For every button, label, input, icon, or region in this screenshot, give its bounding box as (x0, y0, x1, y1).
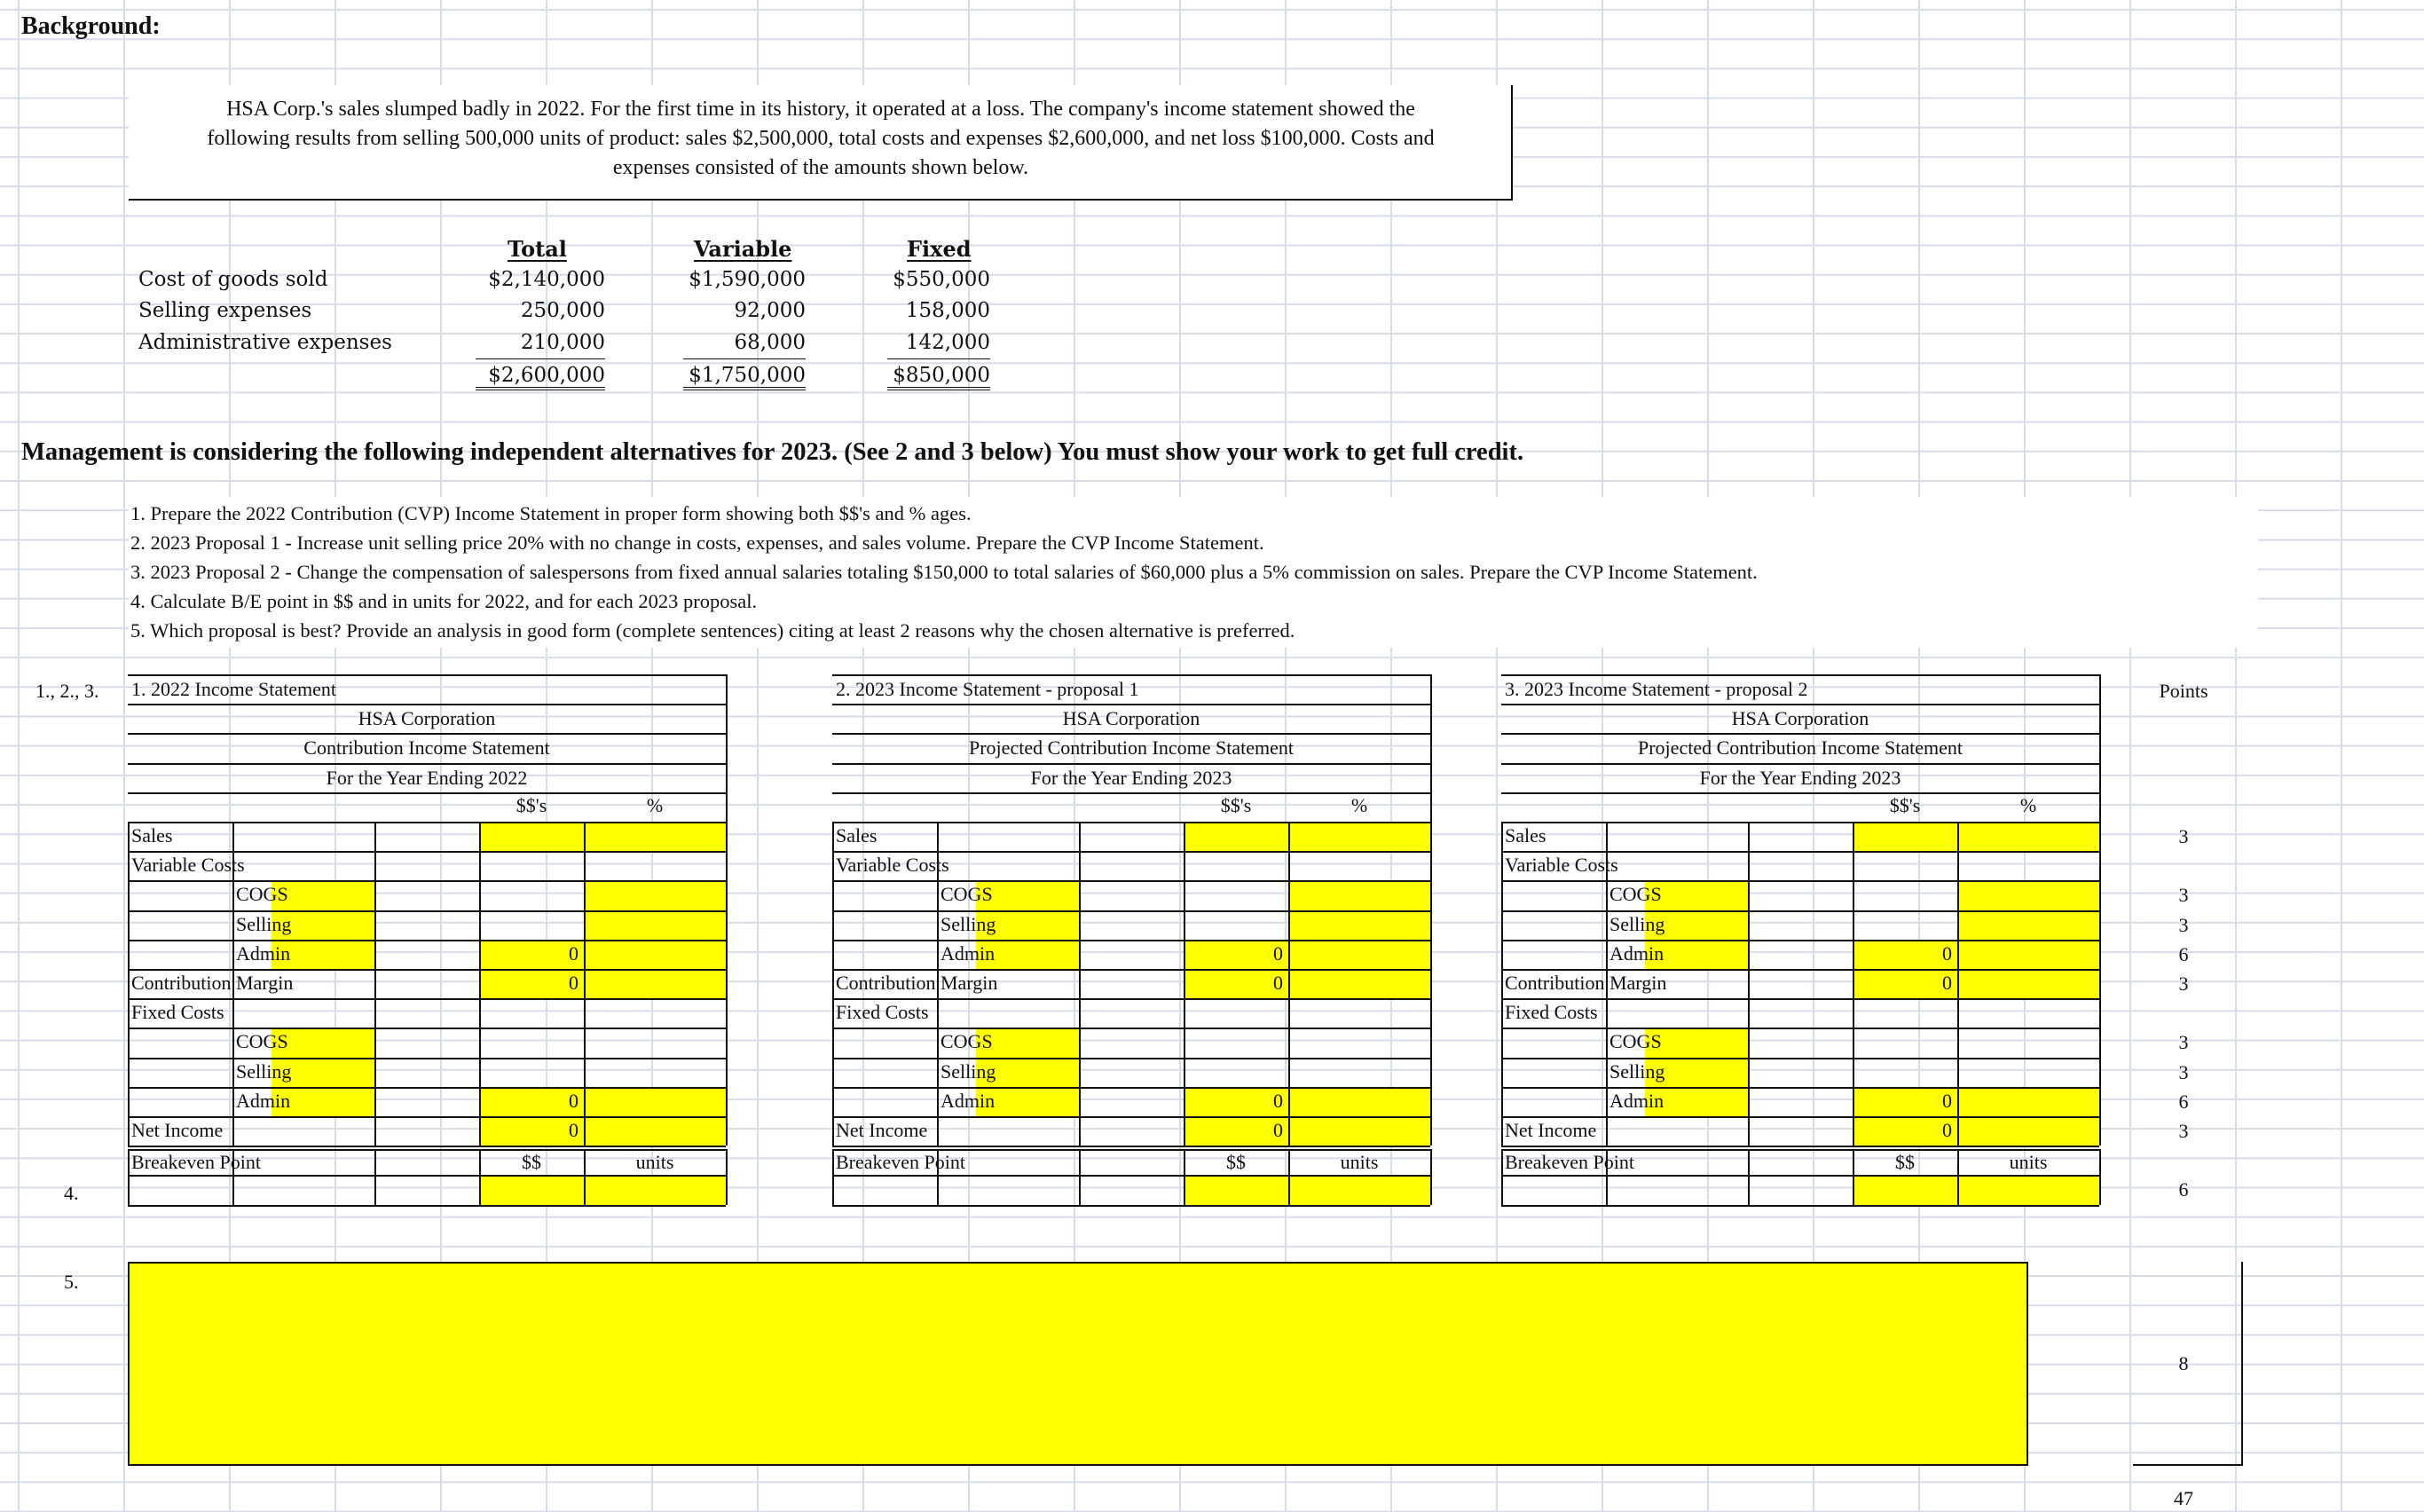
statement-1-rule (128, 792, 726, 794)
intro-line-3: expenses consisted of the amounts shown below. (612, 156, 1029, 179)
statement-2-be-units[interactable] (1290, 1177, 1430, 1204)
statement-1-rule (128, 763, 726, 765)
statement-1-rule (128, 1149, 130, 1204)
statement-3-var-admin-pct[interactable] (1959, 941, 2099, 969)
statement-1-rule (232, 822, 234, 1146)
statement-2-sales-dollars[interactable] (1185, 823, 1288, 851)
statement-3-rule (1853, 822, 1854, 1146)
statement-2-rule (832, 851, 1430, 853)
statement-2-rule (1288, 1149, 1290, 1204)
statement-1-rule (128, 1028, 726, 1029)
statement-1-var-total-value: 0 (569, 941, 578, 965)
intro-line-1: HSA Corp.'s sales slumped badly in 2022. For the first time in its history, it operated at a loss. The company's income statement showed the (226, 98, 1415, 121)
statement-3-rule (1501, 733, 2099, 735)
cost-header-variable: Variable (694, 236, 792, 262)
statement-2-rule (832, 1116, 1430, 1118)
cost-total-fixed: $850,000 (887, 364, 990, 390)
statement-1-rule (128, 998, 726, 1000)
statement-2-rule (832, 674, 1430, 676)
statement-2-rule (832, 998, 1430, 1000)
statement-3-rule (1501, 792, 2099, 794)
statement-3-rule (1501, 1058, 2099, 1059)
instruction-3: 3. 2023 Proposal 2 - Change the compensation of salespersons from fixed annual salaries totaling $150,000 to total salaries of $60,000 plus a 5% commission on sales. Prepare the CVP Income Statement. (130, 561, 1758, 583)
statement-3-be-units-label: units (2009, 1151, 2048, 1174)
statement-2-rule (1079, 822, 1081, 1146)
statement-2-rule (1430, 1149, 1432, 1204)
statement-3-sales-label: Sales (1505, 824, 1546, 847)
statement-1-rule (584, 1149, 586, 1204)
statement-1-rule (128, 1205, 726, 1207)
statement-2-be-label: Breakeven Point (836, 1151, 966, 1174)
cost-total-total: $2,600,000 (476, 364, 605, 390)
statement-2-var-admin-label: Admin (940, 941, 996, 965)
statement-3-title: 3. 2023 Income Statement - proposal 2 (1505, 678, 1808, 700)
statement-1-ni-label: Net Income (131, 1119, 224, 1141)
statement-3-rule (1501, 1146, 2099, 1147)
statement-1-ni-value: 0 (569, 1119, 578, 1141)
statement-1-rule (584, 822, 586, 1146)
statement-1-rule (128, 969, 726, 971)
statement-1-rule (128, 910, 726, 912)
statement-3-var-cogs-pct[interactable] (1959, 882, 2099, 910)
statement-3-fixed-admin-label: Admin (1609, 1089, 1665, 1112)
statement-3-rule (1501, 822, 1503, 1146)
statement-1-be-dollars-label: $$ (522, 1151, 541, 1174)
statement-3-rule (1501, 880, 2099, 882)
statement-1-var-cogs-label: COGS (236, 883, 288, 906)
statement-1-fixed-admin-label: Admin (236, 1089, 291, 1112)
points-value: 3 (2178, 825, 2189, 847)
statement-1-rule (479, 1149, 481, 1204)
statement-2-col-dollars: $$'s (1220, 793, 1252, 816)
statement-3-ni-label: Net Income (1505, 1119, 1597, 1141)
statement-3-var-selling-label: Selling (1609, 912, 1665, 935)
statement-1-rule (128, 1175, 726, 1177)
statement-1-rule (374, 822, 376, 1146)
statement-1-fixed-pct[interactable] (586, 1089, 726, 1116)
statement-1-company: HSA Corporation (358, 707, 496, 730)
statement-1-rule (128, 851, 726, 853)
statement-1-rule (128, 1058, 726, 1059)
statement-2-var-selling-label: Selling (940, 912, 996, 935)
intro-box (129, 85, 1513, 201)
instruction-5: 5. Which proposal is best? Provide an analysis in good form (complete sentences) citing at least 2 reasons why the chosen alternative is preferred. (130, 619, 1295, 642)
statement-2-sales-label: Sales (836, 824, 878, 847)
points-value: 3 (2178, 1060, 2189, 1083)
cost-row-admin-fixed: 142,000 (905, 331, 990, 354)
statement-1-col-pct: % (646, 793, 664, 816)
statement-2-rule (1184, 1149, 1185, 1204)
statement-3-rule (1748, 822, 1750, 1146)
statement-3-rule (1501, 763, 2099, 765)
statement-1-fixed-costs-label: Fixed Costs (131, 1001, 224, 1024)
statement-3-company: HSA Corporation (1731, 707, 1869, 730)
statement-2-rule (832, 1087, 1430, 1089)
cost-row-admin-total: 210,000 (520, 331, 605, 354)
statement-1-var-admin-label: Admin (236, 941, 291, 965)
statement-3-be-units[interactable] (1959, 1177, 2099, 1204)
statement-3-var-cogs-label: COGS (1609, 883, 1662, 906)
statement-3-ni-value: 0 (1942, 1119, 1952, 1141)
statement-3-fixed-cogs-label: COGS (1609, 1030, 1662, 1053)
cost-row-selling-fixed: 158,000 (905, 299, 990, 322)
statement-2-rule (832, 1175, 1430, 1177)
statement-3-be-dollars-label: $$ (1895, 1151, 1915, 1174)
management-heading: Management is considering the following independent alternatives for 2023. (See 2 and 3 below) You must show your work to get full credit. (21, 438, 1524, 466)
points-value: 8 (2178, 1352, 2189, 1374)
statement-1-rule (128, 704, 726, 705)
statement-1-rule (479, 822, 481, 1146)
statement-2-be-dollars[interactable] (1185, 1177, 1288, 1204)
statement-1-rule (726, 674, 728, 822)
instruction-4: 4. Calculate B/E point in $$ and in units for 2022, and for each 2023 proposal. (130, 590, 758, 612)
instruction-1: 1. Prepare the 2022 Contribution (CVP) Income Statement in proper form showing both $$'s and % ages. (130, 502, 972, 524)
statement-2-rule (1430, 822, 1432, 1146)
statement-3-rule (1853, 1149, 1854, 1204)
statement-1-sales-pct[interactable] (586, 823, 726, 851)
statement-3-rule (1957, 1149, 1959, 1204)
statement-3-sales-pct[interactable] (1959, 823, 2099, 851)
statement-2-ni-pct[interactable] (1290, 1118, 1430, 1146)
statement-3-var-selling-pct[interactable] (1959, 912, 2099, 940)
points-answer-outline (2133, 1262, 2243, 1466)
statement-1-rule (128, 1149, 726, 1151)
instructions (129, 497, 2258, 648)
statement-3-rule (1501, 940, 2099, 941)
statement-2-period: For the Year Ending 2023 (1030, 766, 1232, 789)
points-value: 6 (2178, 942, 2189, 965)
statement-2-var-total-value: 0 (1273, 941, 1283, 965)
statement-3-rule (1501, 998, 2099, 1000)
statement-1-rule (128, 1087, 726, 1089)
instruction-2: 2. 2023 Proposal 1 - Increase unit selling price 20% with no change in costs, expenses, and sales volume. Prepare the CVP Income Statement. (130, 532, 1264, 554)
statement-3-variable-costs-label: Variable Costs (1505, 854, 1618, 877)
label-section-5: 5. (64, 1271, 79, 1293)
statement-1-variable-costs-label: Variable Costs (131, 854, 245, 877)
points-value: 6 (2178, 1090, 2189, 1113)
statement-2-rule (832, 792, 1430, 794)
statement-1-title: 1. 2022 Income Statement (131, 678, 336, 700)
statement-2-rule (937, 822, 939, 1146)
statement-3-rule (1606, 822, 1608, 1146)
points-value: 6 (2178, 1178, 2189, 1201)
cost-header-total: Total (508, 236, 567, 262)
statement-3-be-dollars[interactable] (1854, 1177, 1957, 1204)
statement-1-rule (726, 822, 728, 1146)
statement-1-ni-pct[interactable] (586, 1118, 726, 1146)
statement-1-rule (726, 1149, 728, 1204)
cost-header-fixed: Fixed (907, 236, 972, 262)
statement-3-rule (1501, 1175, 2099, 1177)
statement-2-rule (832, 880, 1430, 882)
statement-2-name: Projected Contribution Income Statement (969, 736, 1294, 760)
statement-2-rule (832, 1149, 1430, 1151)
statement-3-fixed-total-value: 0 (1942, 1089, 1952, 1112)
statement-2-rule (1288, 822, 1290, 1146)
cost-row-cogs-fixed: $550,000 (893, 268, 990, 291)
statement-3-ni-pct[interactable] (1959, 1118, 2099, 1146)
statement-3-cm-pct[interactable] (1959, 971, 2099, 998)
statement-1-cm-label: Contribution Margin (131, 972, 294, 994)
label-section-123: 1., 2., 3. (35, 680, 99, 702)
statement-2-ni-label: Net Income (836, 1119, 928, 1141)
points-value: 3 (2178, 884, 2189, 907)
statement-1-var-selling-label: Selling (236, 912, 292, 935)
statement-2-fixed-costs-label: Fixed Costs (836, 1001, 929, 1024)
points-total: 47 (2174, 1487, 2193, 1509)
statement-1-sales-label: Sales (131, 824, 173, 847)
statement-2-cm-pct[interactable] (1290, 971, 1430, 998)
statement-2-rule (832, 1149, 834, 1204)
statement-2-fixed-total-value: 0 (1273, 1089, 1283, 1112)
cost-row-selling-variable: 92,000 (734, 299, 806, 322)
statement-3-rule (1501, 1149, 2099, 1151)
statement-3-col-dollars: $$'s (1889, 793, 1921, 816)
statement-2-rule (832, 910, 1430, 912)
statement-3-rule (1501, 1087, 2099, 1089)
statement-1-rule (232, 1149, 234, 1204)
statement-1-var-cogs-pct[interactable] (586, 882, 726, 910)
statement-1-rule (374, 1149, 376, 1204)
statement-3-cm-label: Contribution Margin (1505, 972, 1667, 994)
cost-row-cogs-variable: $1,590,000 (689, 268, 806, 291)
statement-2-cm-label: Contribution Margin (836, 972, 998, 994)
statement-1-col-dollars: $$'s (515, 793, 547, 816)
statement-1-rule (128, 674, 726, 676)
statement-1-rule (128, 1116, 726, 1118)
points-value: 3 (2178, 1120, 2189, 1142)
statement-1-rule (128, 733, 726, 735)
statement-2-rule (832, 763, 1430, 765)
cost-total-variable: $1,750,000 (683, 364, 806, 390)
statement-2-sales-pct[interactable] (1290, 823, 1430, 851)
statement-1-fixed-selling-label: Selling (236, 1059, 292, 1083)
statement-3-rule (1501, 1116, 2099, 1118)
statement-2-ni-value: 0 (1273, 1119, 1283, 1141)
statement-2-var-selling-pct[interactable] (1290, 912, 1430, 940)
statement-2-rule (832, 969, 1430, 971)
statement-2-var-cogs-label: COGS (940, 883, 993, 906)
cost-row-label-cogs: Cost of goods sold (138, 268, 328, 291)
label-section-4: 4. (64, 1182, 79, 1204)
statement-2-rule (832, 940, 1430, 941)
statement-3-col-pct: % (2019, 793, 2037, 816)
statement-3-rule (1501, 1028, 2099, 1029)
statement-2-col-pct: % (1350, 793, 1368, 816)
statement-1-be-dollars[interactable] (481, 1177, 584, 1204)
cost-row-label-selling: Selling expenses (138, 299, 312, 322)
statement-2-rule (1430, 674, 1432, 822)
statement-2-fixed-admin-label: Admin (940, 1089, 996, 1112)
statement-3-rule (2099, 674, 2101, 822)
statement-3-fixed-pct[interactable] (1959, 1089, 2099, 1116)
statement-2-company: HSA Corporation (1062, 707, 1200, 730)
statement-1-cm-pct[interactable] (586, 971, 726, 998)
statement-1-be-label: Breakeven Point (131, 1151, 262, 1174)
statement-2-rule (832, 1058, 1430, 1059)
statement-2-rule (832, 704, 1430, 705)
statement-2-fixed-cogs-label: COGS (940, 1030, 993, 1053)
statement-3-var-admin-label: Admin (1609, 941, 1665, 965)
answer-box[interactable] (128, 1262, 2028, 1466)
statement-1-fixed-total-value: 0 (569, 1089, 578, 1112)
cost-row-selling-total: 250,000 (520, 299, 605, 322)
statement-2-be-units-label: units (1340, 1151, 1379, 1174)
statement-2-rule (832, 822, 834, 1146)
statement-3-rule (1501, 674, 2099, 676)
statement-2-variable-costs-label: Variable Costs (836, 854, 949, 877)
statement-1-sales-dollars[interactable] (481, 823, 584, 851)
statement-1-rule (128, 940, 726, 941)
statement-1-be-units[interactable] (586, 1177, 726, 1204)
statement-3-sales-dollars[interactable] (1854, 823, 1957, 851)
statement-3-fixed-costs-label: Fixed Costs (1505, 1001, 1598, 1024)
statement-1-var-admin-pct[interactable] (586, 941, 726, 969)
statement-2-title: 2. 2023 Income Statement - proposal 1 (836, 678, 1139, 700)
statement-3-rule (1501, 851, 2099, 853)
statement-2-rule (832, 1205, 1430, 1207)
statement-3-rule (1957, 822, 1959, 1146)
statement-1-var-selling-pct[interactable] (586, 912, 726, 940)
statement-3-rule (1501, 1205, 2099, 1207)
statement-1-rule (128, 1146, 726, 1147)
background-label: Background: (21, 12, 161, 40)
points-header: Points (2159, 680, 2208, 702)
statement-1-period: For the Year Ending 2022 (326, 766, 528, 789)
points-value: 3 (2178, 913, 2189, 936)
statement-3-rule (1501, 969, 2099, 971)
statement-3-name: Projected Contribution Income Statement (1638, 736, 1963, 760)
statement-3-fixed-selling-label: Selling (1609, 1059, 1665, 1083)
statement-2-rule (832, 1028, 1430, 1029)
cost-row-admin-variable: 68,000 (734, 331, 806, 354)
statement-3-var-total-value: 0 (1942, 941, 1952, 965)
statement-1-be-units-label: units (635, 1151, 674, 1174)
statement-2-rule (937, 1149, 939, 1204)
statement-2-rule (1184, 822, 1185, 1146)
statement-2-rule (1079, 1149, 1081, 1204)
statement-1-cm-value: 0 (569, 972, 578, 994)
statement-1-fixed-cogs-label: COGS (236, 1030, 288, 1053)
statement-1-name: Contribution Income Statement (303, 736, 550, 760)
points-value: 3 (2178, 973, 2189, 995)
statement-2-rule (832, 733, 1430, 735)
statement-3-cm-value: 0 (1942, 972, 1952, 994)
statement-2-fixed-selling-label: Selling (940, 1059, 996, 1083)
statement-2-rule (832, 1146, 1430, 1147)
statement-2-cm-value: 0 (1273, 972, 1283, 994)
statement-3-rule (1748, 1149, 1750, 1204)
statement-2-be-dollars-label: $$ (1226, 1151, 1246, 1174)
statement-3-rule (2099, 1149, 2101, 1204)
cost-row-cogs-total: $2,140,000 (488, 268, 605, 291)
statement-1-rule (128, 822, 130, 1146)
statement-3-rule (1501, 1149, 1503, 1204)
statement-2-fixed-pct[interactable] (1290, 1089, 1430, 1116)
statement-3-be-label: Breakeven Point (1505, 1151, 1635, 1174)
statement-2-var-admin-pct[interactable] (1290, 941, 1430, 969)
points-value: 3 (2178, 1031, 2189, 1054)
statement-3-period: For the Year Ending 2023 (1699, 766, 1901, 789)
statement-3-rule (2099, 822, 2101, 1146)
statement-2-var-cogs-pct[interactable] (1290, 882, 1430, 910)
statement-3-rule (1606, 1149, 1608, 1204)
statement-3-rule (1501, 910, 2099, 912)
statement-1-rule (128, 880, 726, 882)
statement-3-rule (1501, 704, 2099, 705)
intro-line-2: following results from selling 500,000 units of product: sales $2,500,000, total costs and expenses $2,600,000, and net loss $100,000. Costs and (207, 127, 1435, 150)
cost-row-label-admin: Administrative expenses (138, 331, 392, 354)
